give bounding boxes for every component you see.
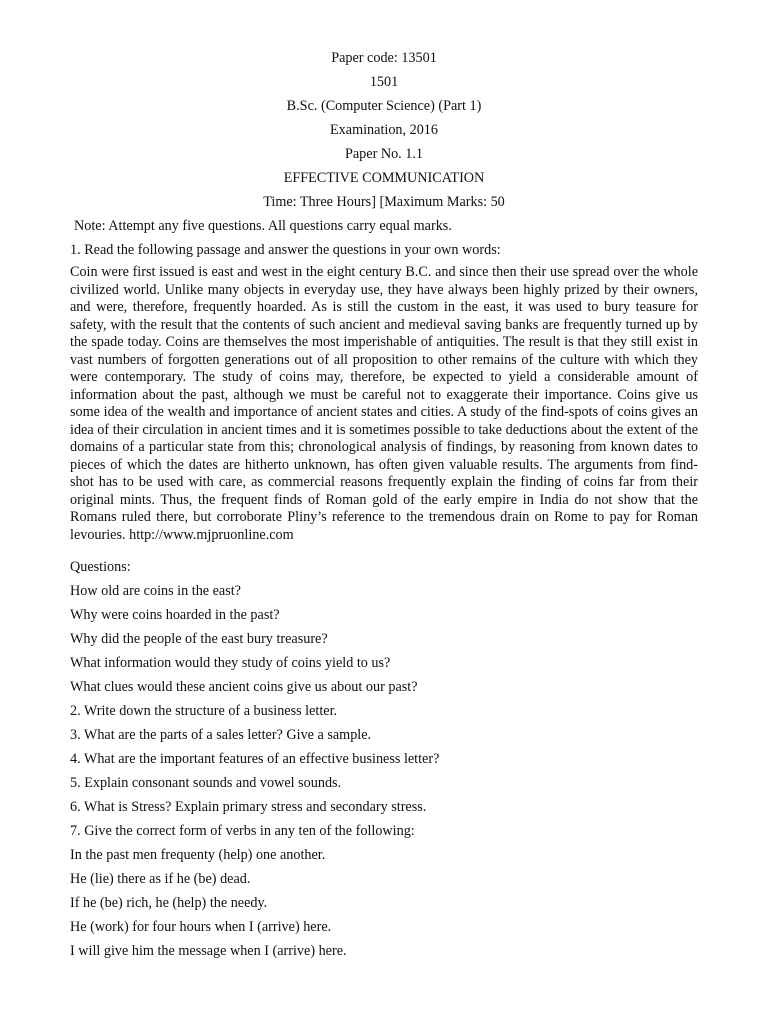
question-7: 7. Give the correct form of verbs in any ten of the following: [70,823,415,839]
question-6: 6. What is Stress? Explain primary stress and secondary stress. [70,799,427,815]
question-4: 4. What are the important features of an effective business letter? [70,751,440,767]
question-5: 5. Explain consonant sounds and vowel sounds. [70,775,342,791]
code-number: 1501 [369,74,399,90]
comprehension-passage: Coin were first issued is east and west in the eight century B.C. and since then their use spread over the whole civilized world. Unlike many objects in everyday use, they have always been highly prized by their owners, and were, therefore, frequently hoarded. As is still the custom in the east, it was used to bury teasure for safety, with the result that the contents of such ancient and medieval saving banks are frequently turned up by the spade today. Coins are themselves the most imperishable of antiquities. The result is that they still exist in vast numbers of forgotten generations out of all proposition to other remains of the culture with which they were contemporary. The study of coins may, therefore, be expected to yield a considerable amount of information about the past, although we must be careful not to exaggerate their importance. Coins give us some idea of the wealth and importance of ancient states and cities. A study of the find-spots of coins gives an idea of their circulation in ancient times and it is sometimes possible to take deductions about the extent of the domains of a particular state from this; chronological analysis of findings, by reasoning from known dates to pieces of which the dates are hitherto unknown, has often given valuable results. The arguments from find-shot has to be used with care, as commercial reasons frequently explain the finding of coins far from their original mints. Thus, the frequent finds of Roman gold of the early empire in India do not show that the Romans ruled there, but corroborate Pliny’s reference to the tremendous drain on Rome to pay for Roman levouries. http://www.mjpruonline.com [70,264,698,543]
list-item: What clues would these ancient coins give us about our past? [70,679,418,695]
list-item: I will give him the message when I (arrive) here. [70,943,347,959]
course-title: B.Sc. (Computer Science) (Part 1) [286,98,482,114]
list-item: What information would they study of coins yield to us? [70,655,391,671]
list-item: He (work) for four hours when I (arrive) here. [70,919,332,935]
list-item: If he (be) rich, he (help) the needy. [70,895,268,911]
list-item: How old are coins in the east? [70,583,241,599]
exam-year: Examination, 2016 [330,122,438,138]
paper-code: Paper code: 13501 [331,50,437,66]
question-2: 2. Write down the structure of a business letter. [70,703,338,719]
paper-number: Paper No. 1.1 [344,146,424,162]
question-1-prompt: 1. Read the following passage and answer the questions in your own words: [70,242,501,258]
list-item: Why were coins hoarded in the past? [70,607,280,623]
subject-title: EFFECTIVE COMMUNICATION [283,170,485,186]
list-item: Why did the people of the east bury treasure? [70,631,328,647]
exam-note: Note: Attempt any five questions. All questions carry equal marks. [74,218,452,234]
questions-label: Questions: [70,559,131,575]
list-item: In the past men frequenty (help) one another. [70,847,326,863]
question-3: 3. What are the parts of a sales letter? Give a sample. [70,727,372,743]
time-and-marks: Time: Three Hours] [Maximum Marks: 50 [263,194,505,210]
list-item: He (lie) there as if he (be) dead. [70,871,251,887]
